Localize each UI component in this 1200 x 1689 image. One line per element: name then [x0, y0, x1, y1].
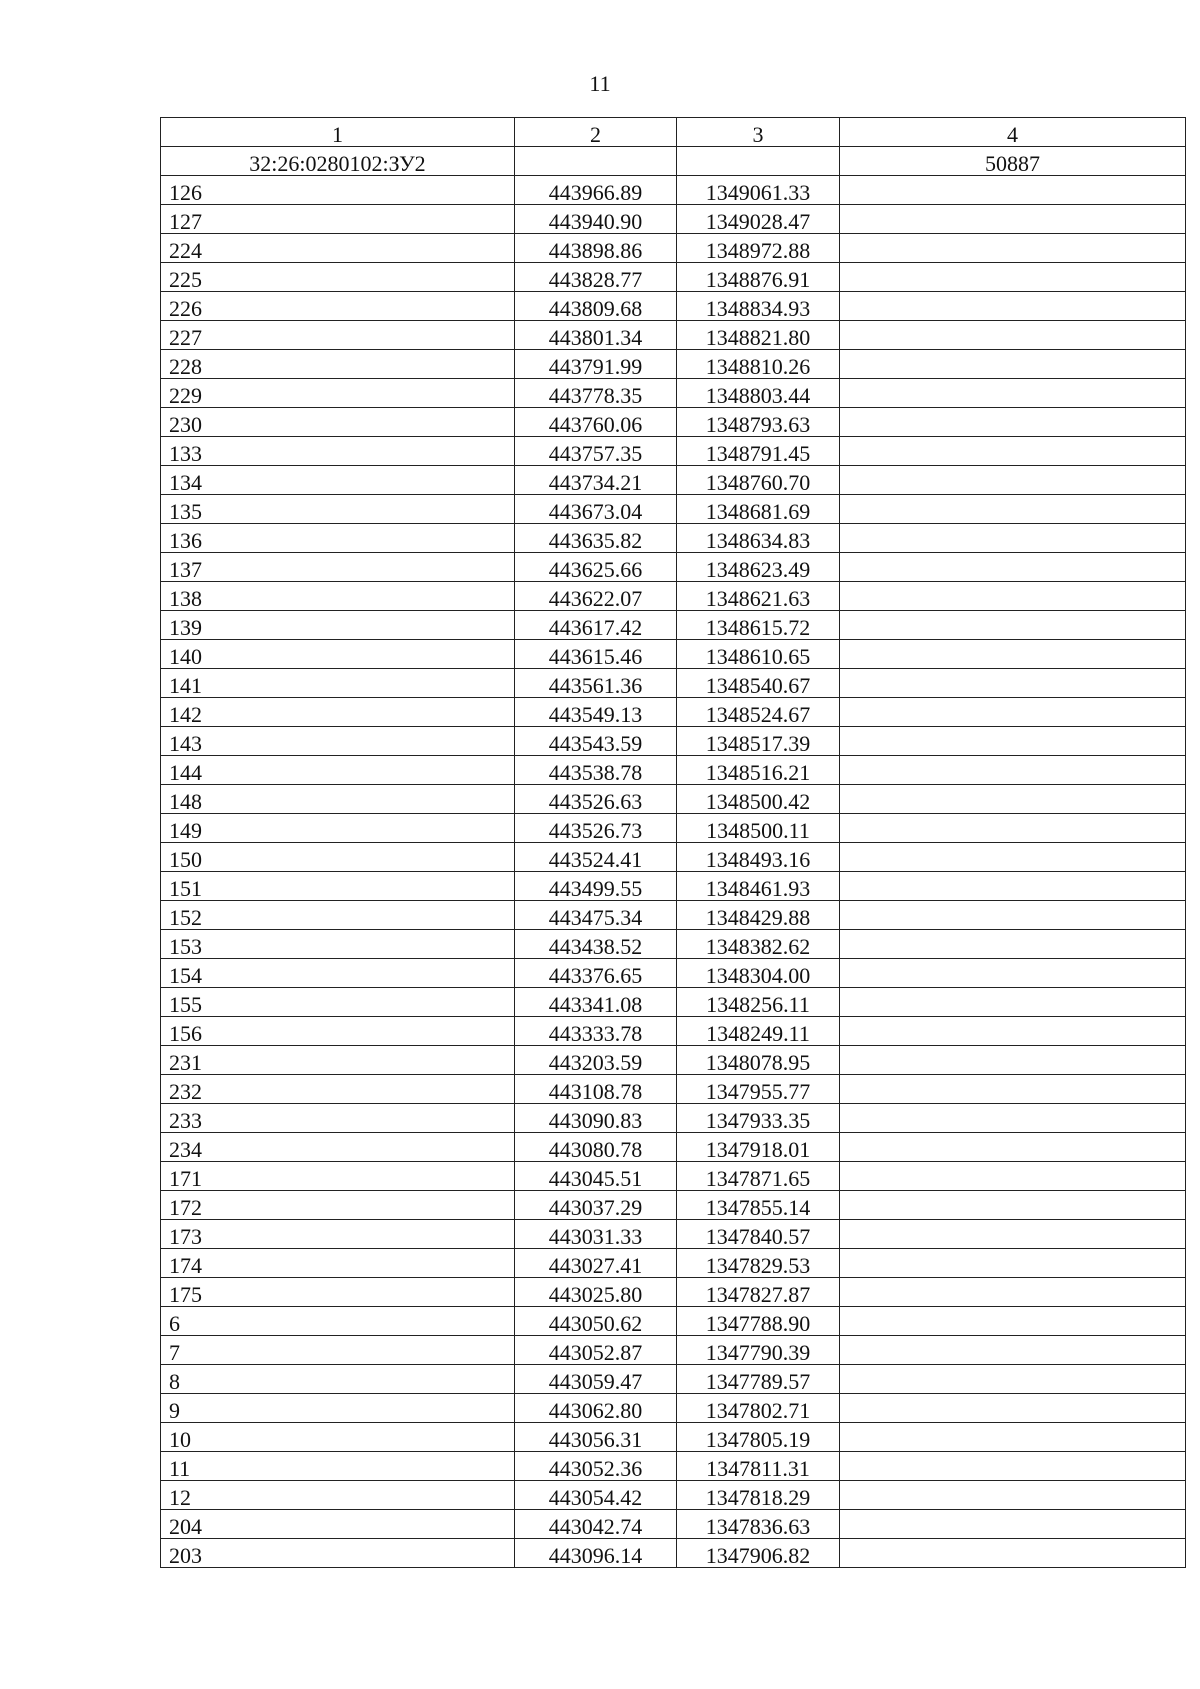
coordinate-y: 1348793.63 [677, 408, 840, 437]
coordinate-y: 1347827.87 [677, 1278, 840, 1307]
point-number: 133 [161, 437, 515, 466]
table-row [161, 1336, 1186, 1365]
coordinate-x: 443966.89 [515, 176, 677, 205]
empty-cell [840, 698, 1186, 727]
parcel-empty-cell [677, 147, 840, 176]
empty-cell [840, 930, 1186, 959]
empty-cell [840, 292, 1186, 321]
coordinate-y: 1348972.88 [677, 234, 840, 263]
point-number: 7 [161, 1336, 515, 1365]
coordinate-x: 443108.78 [515, 1075, 677, 1104]
empty-cell [840, 611, 1186, 640]
table-row [161, 727, 1186, 756]
point-number: 9 [161, 1394, 515, 1423]
coordinate-y: 1348429.88 [677, 901, 840, 930]
point-number: 227 [161, 321, 515, 350]
coordinate-x: 443027.41 [515, 1249, 677, 1278]
empty-cell [840, 1075, 1186, 1104]
coordinate-y: 1347829.53 [677, 1249, 840, 1278]
empty-cell [840, 1162, 1186, 1191]
coordinate-y: 1347805.19 [677, 1423, 840, 1452]
point-number: 228 [161, 350, 515, 379]
coordinate-y: 1347836.63 [677, 1510, 840, 1539]
table-row [161, 640, 1186, 669]
coordinate-y: 1348249.11 [677, 1017, 840, 1046]
column-header-4: 4 [840, 118, 1186, 147]
point-number: 151 [161, 872, 515, 901]
point-number: 154 [161, 959, 515, 988]
point-number: 230 [161, 408, 515, 437]
table-row [161, 959, 1186, 988]
coordinate-x: 443757.35 [515, 437, 677, 466]
point-number: 140 [161, 640, 515, 669]
empty-cell [840, 205, 1186, 234]
empty-cell [840, 872, 1186, 901]
point-number: 152 [161, 901, 515, 930]
empty-cell [840, 1452, 1186, 1481]
empty-cell [840, 321, 1186, 350]
empty-cell [840, 495, 1186, 524]
point-number: 127 [161, 205, 515, 234]
empty-cell [840, 959, 1186, 988]
empty-cell [840, 640, 1186, 669]
empty-cell [840, 350, 1186, 379]
coordinate-x: 443760.06 [515, 408, 677, 437]
coordinate-y: 1347906.82 [677, 1539, 840, 1568]
table-row [161, 1133, 1186, 1162]
coordinate-x: 443059.47 [515, 1365, 677, 1394]
table-row [161, 1278, 1186, 1307]
table-row [161, 553, 1186, 582]
empty-cell [840, 1539, 1186, 1568]
coordinate-x: 443037.29 [515, 1191, 677, 1220]
coordinate-y: 1348760.70 [677, 466, 840, 495]
empty-cell [840, 785, 1186, 814]
coordinate-y: 1348803.44 [677, 379, 840, 408]
empty-cell [840, 1510, 1186, 1539]
table-row [161, 1075, 1186, 1104]
coordinate-y: 1348621.63 [677, 582, 840, 611]
coordinate-y: 1347811.31 [677, 1452, 840, 1481]
coordinate-y: 1347840.57 [677, 1220, 840, 1249]
point-number: 138 [161, 582, 515, 611]
empty-cell [840, 1220, 1186, 1249]
empty-cell [840, 1481, 1186, 1510]
coordinate-y: 1348500.42 [677, 785, 840, 814]
table-row [161, 495, 1186, 524]
table-row [161, 814, 1186, 843]
table-row [161, 1394, 1186, 1423]
empty-cell [840, 1423, 1186, 1452]
point-number: 143 [161, 727, 515, 756]
point-number: 175 [161, 1278, 515, 1307]
empty-cell [840, 1278, 1186, 1307]
table-row [161, 1046, 1186, 1075]
table-row [161, 1307, 1186, 1336]
empty-cell [840, 669, 1186, 698]
coordinate-y: 1348610.65 [677, 640, 840, 669]
coordinates-table-body [161, 118, 1186, 1568]
empty-cell [840, 379, 1186, 408]
empty-cell [840, 756, 1186, 785]
point-number: 12 [161, 1481, 515, 1510]
coordinate-x: 443096.14 [515, 1539, 677, 1568]
point-number: 156 [161, 1017, 515, 1046]
coordinate-x: 443052.36 [515, 1452, 677, 1481]
point-number: 234 [161, 1133, 515, 1162]
table-row [161, 988, 1186, 1017]
point-number: 135 [161, 495, 515, 524]
empty-cell [840, 408, 1186, 437]
point-number: 224 [161, 234, 515, 263]
table-row [161, 872, 1186, 901]
coordinate-x: 443615.46 [515, 640, 677, 669]
table-row [161, 901, 1186, 930]
coordinate-y: 1349061.33 [677, 176, 840, 205]
coordinate-x: 443499.55 [515, 872, 677, 901]
coordinate-y: 1347818.29 [677, 1481, 840, 1510]
coordinate-x: 443809.68 [515, 292, 677, 321]
coordinate-x: 443042.74 [515, 1510, 677, 1539]
coordinate-y: 1348256.11 [677, 988, 840, 1017]
coordinate-y: 1348461.93 [677, 872, 840, 901]
coordinate-y: 1348524.67 [677, 698, 840, 727]
point-number: 8 [161, 1365, 515, 1394]
empty-cell [840, 553, 1186, 582]
coordinate-x: 443617.42 [515, 611, 677, 640]
point-number: 137 [161, 553, 515, 582]
table-row [161, 1162, 1186, 1191]
table-row [161, 408, 1186, 437]
coordinate-x: 443734.21 [515, 466, 677, 495]
coordinate-y: 1347788.90 [677, 1307, 840, 1336]
coordinate-y: 1348517.39 [677, 727, 840, 756]
point-number: 204 [161, 1510, 515, 1539]
coordinate-y: 1348540.67 [677, 669, 840, 698]
coordinate-x: 443203.59 [515, 1046, 677, 1075]
point-number: 155 [161, 988, 515, 1017]
coordinates-table [160, 117, 1186, 1568]
point-number: 171 [161, 1162, 515, 1191]
table-row [161, 669, 1186, 698]
empty-cell [840, 901, 1186, 930]
coordinate-y: 1348304.00 [677, 959, 840, 988]
point-number: 144 [161, 756, 515, 785]
empty-cell [840, 1249, 1186, 1278]
point-number: 139 [161, 611, 515, 640]
empty-cell [840, 1191, 1186, 1220]
empty-cell [840, 843, 1186, 872]
coordinate-y: 1348810.26 [677, 350, 840, 379]
coordinate-x: 443801.34 [515, 321, 677, 350]
coordinate-y: 1347789.57 [677, 1365, 840, 1394]
table-row [161, 466, 1186, 495]
point-number: 148 [161, 785, 515, 814]
coordinate-x: 443376.65 [515, 959, 677, 988]
coordinate-x: 443333.78 [515, 1017, 677, 1046]
point-number: 11 [161, 1452, 515, 1481]
coordinate-x: 443056.31 [515, 1423, 677, 1452]
coordinate-y: 1348634.83 [677, 524, 840, 553]
table-row [161, 1104, 1186, 1133]
parcel-area: 50887 [840, 147, 1186, 176]
coordinate-x: 443538.78 [515, 756, 677, 785]
coordinate-x: 443062.80 [515, 1394, 677, 1423]
table-row [161, 756, 1186, 785]
empty-cell [840, 234, 1186, 263]
point-number: 225 [161, 263, 515, 292]
column-header-2: 2 [515, 118, 677, 147]
empty-cell [840, 263, 1186, 292]
coordinate-y: 1348615.72 [677, 611, 840, 640]
coordinate-x: 443898.86 [515, 234, 677, 263]
coordinate-x: 443778.35 [515, 379, 677, 408]
page-number: 11 [589, 71, 611, 96]
point-number: 231 [161, 1046, 515, 1075]
coordinate-x: 443622.07 [515, 582, 677, 611]
coordinate-y: 1347933.35 [677, 1104, 840, 1133]
table-row [161, 582, 1186, 611]
point-number: 136 [161, 524, 515, 553]
table-row [161, 843, 1186, 872]
empty-cell [840, 1046, 1186, 1075]
empty-cell [840, 1017, 1186, 1046]
coordinate-y: 1348623.49 [677, 553, 840, 582]
empty-cell [840, 988, 1186, 1017]
coordinate-y: 1347790.39 [677, 1336, 840, 1365]
table-row [161, 1481, 1186, 1510]
empty-cell [840, 437, 1186, 466]
empty-cell [840, 1365, 1186, 1394]
point-number: 141 [161, 669, 515, 698]
point-number: 172 [161, 1191, 515, 1220]
coordinate-y: 1348078.95 [677, 1046, 840, 1075]
empty-cell [840, 1133, 1186, 1162]
coordinate-x: 443561.36 [515, 669, 677, 698]
column-header-1: 1 [161, 118, 515, 147]
point-number: 150 [161, 843, 515, 872]
table-row [161, 350, 1186, 379]
coordinate-y: 1347918.01 [677, 1133, 840, 1162]
point-number: 6 [161, 1307, 515, 1336]
coordinate-y: 1348791.45 [677, 437, 840, 466]
table-row [161, 234, 1186, 263]
point-number: 229 [161, 379, 515, 408]
coordinate-x: 443543.59 [515, 727, 677, 756]
empty-cell [840, 176, 1186, 205]
coordinate-x: 443054.42 [515, 1481, 677, 1510]
table-row [161, 1423, 1186, 1452]
table-row [161, 1017, 1186, 1046]
coordinate-x: 443828.77 [515, 263, 677, 292]
coordinate-y: 1347871.65 [677, 1162, 840, 1191]
point-number: 126 [161, 176, 515, 205]
point-number: 173 [161, 1220, 515, 1249]
table-row [161, 1249, 1186, 1278]
coordinate-x: 443475.34 [515, 901, 677, 930]
coordinate-x: 443080.78 [515, 1133, 677, 1162]
table-row [161, 524, 1186, 553]
empty-cell [840, 582, 1186, 611]
table-row [161, 263, 1186, 292]
table-row [161, 1220, 1186, 1249]
point-number: 174 [161, 1249, 515, 1278]
coordinate-y: 1348681.69 [677, 495, 840, 524]
coordinate-y: 1347802.71 [677, 1394, 840, 1423]
table-row [161, 437, 1186, 466]
table-row [161, 292, 1186, 321]
parcel-row [161, 147, 1186, 176]
empty-cell [840, 1307, 1186, 1336]
point-number: 203 [161, 1539, 515, 1568]
coordinate-x: 443025.80 [515, 1278, 677, 1307]
coordinate-y: 1348516.21 [677, 756, 840, 785]
empty-cell [840, 1394, 1186, 1423]
coordinate-x: 443625.66 [515, 553, 677, 582]
table-row [161, 1191, 1186, 1220]
table-row [161, 205, 1186, 234]
empty-cell [840, 727, 1186, 756]
point-number: 232 [161, 1075, 515, 1104]
table-row [161, 379, 1186, 408]
table-row [161, 785, 1186, 814]
table-row [161, 1539, 1186, 1568]
empty-cell [840, 466, 1186, 495]
table-row [161, 930, 1186, 959]
table-row [161, 1510, 1186, 1539]
point-number: 226 [161, 292, 515, 321]
empty-cell [840, 814, 1186, 843]
coordinate-y: 1348834.93 [677, 292, 840, 321]
empty-cell [840, 524, 1186, 553]
coordinate-x: 443940.90 [515, 205, 677, 234]
coordinate-x: 443045.51 [515, 1162, 677, 1191]
column-number-row [161, 118, 1186, 147]
table-row [161, 1452, 1186, 1481]
point-number: 142 [161, 698, 515, 727]
coordinate-x: 443635.82 [515, 524, 677, 553]
coordinate-x: 443031.33 [515, 1220, 677, 1249]
point-number: 153 [161, 930, 515, 959]
coordinate-x: 443052.87 [515, 1336, 677, 1365]
coordinate-x: 443526.63 [515, 785, 677, 814]
column-header-3: 3 [677, 118, 840, 147]
coordinate-x: 443050.62 [515, 1307, 677, 1336]
empty-cell [840, 1336, 1186, 1365]
table-row [161, 176, 1186, 205]
coordinate-x: 443673.04 [515, 495, 677, 524]
point-number: 10 [161, 1423, 515, 1452]
coordinate-y: 1348493.16 [677, 843, 840, 872]
table-row [161, 698, 1186, 727]
table-row [161, 1365, 1186, 1394]
coordinate-x: 443438.52 [515, 930, 677, 959]
coordinate-y: 1349028.47 [677, 205, 840, 234]
table-row [161, 611, 1186, 640]
coordinate-y: 1347855.14 [677, 1191, 840, 1220]
empty-cell [840, 1104, 1186, 1133]
point-number: 134 [161, 466, 515, 495]
coordinate-y: 1347955.77 [677, 1075, 840, 1104]
coordinate-y: 1348876.91 [677, 263, 840, 292]
coordinate-x: 443791.99 [515, 350, 677, 379]
table-row [161, 321, 1186, 350]
point-number: 233 [161, 1104, 515, 1133]
coordinate-y: 1348500.11 [677, 814, 840, 843]
coordinate-y: 1348382.62 [677, 930, 840, 959]
coordinate-x: 443524.41 [515, 843, 677, 872]
coordinate-x: 443341.08 [515, 988, 677, 1017]
point-number: 149 [161, 814, 515, 843]
coordinate-y: 1348821.80 [677, 321, 840, 350]
coordinate-x: 443526.73 [515, 814, 677, 843]
coordinate-x: 443549.13 [515, 698, 677, 727]
parcel-cadastral-number: 32:26:0280102:ЗУ2 [161, 147, 515, 176]
coordinate-x: 443090.83 [515, 1104, 677, 1133]
parcel-empty-cell [515, 147, 677, 176]
